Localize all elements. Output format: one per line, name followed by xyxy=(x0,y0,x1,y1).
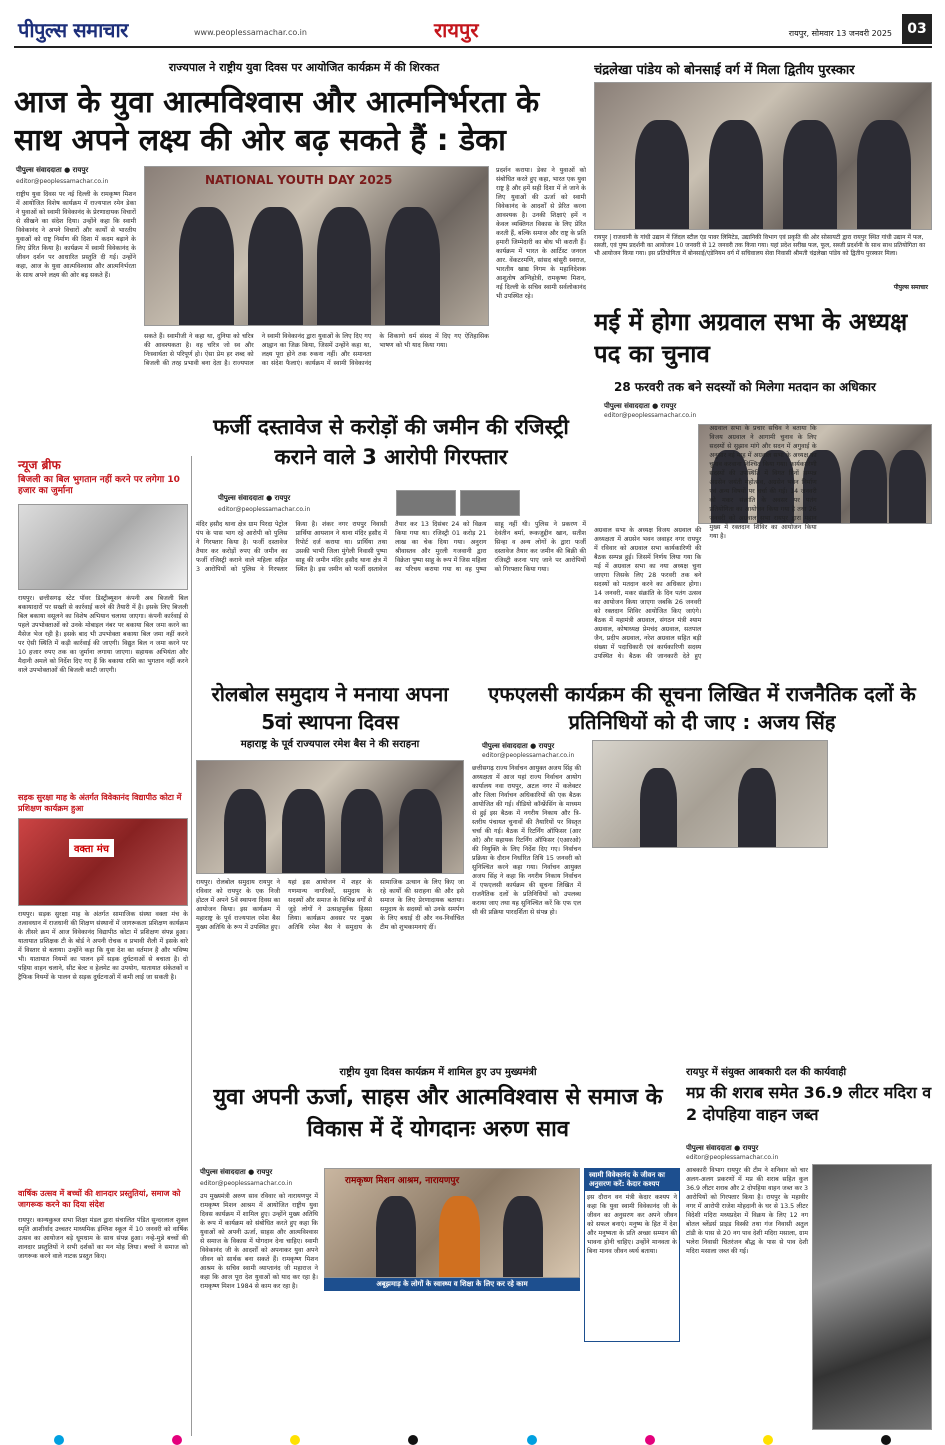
box-headline: स्वामी विवेकानंद के जीवन का अनुसरण करें: केदार कश्यप xyxy=(585,1169,679,1191)
registration-dot xyxy=(408,1435,418,1445)
sidebar-box xyxy=(584,1168,680,1342)
brief-text: रायपुर। कान्यकुब्ज सभा शिक्षा मंडल द्वारा संचालित पंडित सुन्दरलाल शुक्ल स्मृति आशीर्वाद उच्चतर माध्यमिक इंग्लिश स्कूल में 10 जनवरी को वार्षिक उत्सव का आयोजन बड़े धूमधाम के साथ संपन्न हुआ। नन्हे-मुन्ने बच्चों की शानदार प्रस्तुतियों ने सभी दर्शकों का मन मोह लिया। बच्चों ने समाज को जागरूक करने वाले नाटक प्रस्तुत किए। xyxy=(18,1217,188,1260)
story-text: प्रदर्शन कराया। डेका ने युवाओं को संबोधित करते हुए कहा, भारत एक युवा राष्ट्र है और हमें सही दिशा में ले जाने के लिए युवाओं की ऊर्जा को स्वामी विवेकानंद के आदर्शों से प्रेरित करना आवश्यक है। उनकी शिक्षाएं हमें न केवल व्यक्तिगत विकास के लिए प्रेरित करती हैं, बल्कि समाज और राष्ट्र के प्रति हमारी जिम्मेदारी का बोध भी कराती हैं। कार्यक्रम में भारत के आर्टिस्ट जनरल आर. वेंकटरमणि, सांसद बांसुरी स्वराज, भारतीय खाद्य निगम के महानिदेशक आशुतोष अग्निहोत्री, रामकृष्ण मिशन, नई दिल्ली के सचिव स्वामी सर्वलोकानंद भी उपस्थित रहे। xyxy=(496,167,586,300)
registration-dot xyxy=(881,1435,891,1445)
banner-text: वक्ता मंच xyxy=(69,839,114,857)
email: editor@peoplessamachar.co.in xyxy=(16,178,109,185)
story-kicker: राष्ट्रीय युवा दिवस कार्यक्रम में शामिल हुए उप मुख्यमंत्री xyxy=(339,1067,537,1078)
registration-dot xyxy=(172,1435,182,1445)
brief-photo xyxy=(18,818,188,906)
story-subheadline: 28 फरवरी तक बने सदस्यों को मिलेगा मतदान का अधिकार xyxy=(614,380,876,394)
print-color-registration-bar xyxy=(0,1435,945,1445)
accused-photo xyxy=(396,490,456,516)
edition-city: रायपुर xyxy=(434,18,479,42)
story-youth-day-governor xyxy=(14,60,586,450)
story-headline: एफएलसी कार्यक्रम की सूचना लिखित में राजनैतिक दलों के प्रतिनिधियों को दी जाए : अजय सिंह xyxy=(488,682,916,734)
story-arun-sao xyxy=(196,1064,680,1440)
story-fake-registry xyxy=(196,412,586,656)
email: editor@peoplessamachar.co.in xyxy=(604,412,697,419)
story-excise-seizure xyxy=(686,1064,932,1440)
accused-photo xyxy=(460,490,520,516)
page-number: 03 xyxy=(902,14,932,44)
story-headline: फर्जी दस्तावेज से करोड़ों की जमीन की रजिस्ट्री कराने वाले 3 आरोपी गिरफ्तार xyxy=(213,415,569,469)
email: editor@peoplessamachar.co.in xyxy=(686,1154,779,1161)
brief-headline: वार्षिक उत्सव में बच्चों की शानदार प्रस्तुतियां, समाज को जागरूक करने का दिया संदेश xyxy=(18,1189,181,1209)
story-kicker: रायपुर में संयुक्त आबकारी दल की कार्यवाही xyxy=(686,1067,847,1078)
email: editor@peoplessamachar.co.in xyxy=(218,506,311,513)
story-headline: रोलबोल समुदाय ने मनाया अपना 5वां स्थापना दिवस xyxy=(211,682,449,734)
story-text-body: छत्तीसगढ़ राज्य निर्वाचन आयुक्त अजय सिंह की अध्यक्षता में आज यहां राज्य निर्वाचन आयोग कार्यालय नवा रायपुर, अटल नगर में कलेक्टर और जिला निर्वाचन अधिकारियों की एक बैठक आयोजित की गई। वीडियो कॉन्फ्रेंसिंग के माध्यम से हुई इस बैठक में नगरीय निकाय और त्रि-स्तरीय पंचायत चुनावों की तैयारियों पर विस्तृत चर्चा की गई। बैठक में रिटर्निंग ऑफिसर (आर ओ) और सहायक रिटर्निंग ऑफिसर (एआरओ) की नियुक्ति के लिए निर्देश दिए गए। निर्वाचन प्रक्रिया के दौरान निर्धारित तिथि 15 जनवरी को सुनिश्चित करने कहा गया। निर्वाचन आयुक्त अजय सिंह ने कहा कि नगरीय निकाय निर्वाचन में एफएलसी कार्यक्रम की सूचना लिखित में राजनैतिक दलों के प्रतिनिधियों को उपलब्ध कराया जाए तथा यह सुनिश्चित करें कि एफ एल सी की प्रक्रिया पारदर्शिता से संपन्न हो। xyxy=(472,765,581,916)
story-rollball xyxy=(196,680,464,1060)
story-text xyxy=(594,424,932,668)
email: editor@peoplessamachar.co.in xyxy=(482,752,575,759)
byline: पीपुल्स संवाददाता ● रायपुर xyxy=(16,166,89,174)
photo-banner-text: रामकृष्ण मिशन आश्रम, नारायणपुर xyxy=(345,1176,460,1186)
byline: पीपुल्स संवाददाता ● रायपुर xyxy=(604,402,677,410)
story-bonsai-award xyxy=(594,60,932,300)
byline: पीपुल्स संवाददाता ● रायपुर xyxy=(200,1168,273,1176)
photo-caption: अबूझमाड़ के लोगों के स्वास्थ्य व शिक्षा के लिए कर रहे काम xyxy=(324,1278,580,1291)
story-agrawal-sabha xyxy=(594,306,932,676)
news-brief-label: न्यूज ब्रीफ xyxy=(18,458,61,472)
story-text xyxy=(472,764,932,1058)
story-headline: मप्र की शराब समेत 36.9 लीटर मदिरा व 2 दोपहिया वाहन जब्त xyxy=(686,1083,932,1124)
email: editor@peoplessamachar.co.in xyxy=(200,1180,293,1187)
newspaper-logo: पीपुल्स समाचार xyxy=(18,18,128,42)
masthead xyxy=(14,14,932,48)
story-text-body: अग्रवाल सभा के अध्यक्ष विजय अग्रवाल की अध्यक्षता में अग्रसेन भवन जवाहर नगर रायपुर में रविवार को अग्रवाल सभा कार्यकारिणी की बैठक सम्पन्न हुई। जिसमें निर्णय लिया गया कि मई में अग्रवाल सभा का नया अध्यक्ष चुना जाएगा जिसके लिए 28 फरवरी तक बने सदस्यों को मतदान करने का अधिकार होगा। 14 जनवरी, मकर संक्रांति के दिन पतंग उत्सव का आयोजन किया जाएगा जबकि 26 जनवरी को रक्तदान शिविर आयोजित किए जाएंगे। बैठक में महामंत्री अग्रवाल, संगठन मंत्री श्याम अग्रवाल, कोषाध्यक्ष प्रेमचंद अग्रवाल, सतपाल जैन, प्रदीप अग्रवाल, नरेश अग्रवाल सहित बड़ी संख्या में पदाधिकारी एवं कार्यकारिणी सदस्य उपस्थित थे। बैठक की जानकारी देते हुए अग्रवाल सभा के प्रचार सचिव ने बताया कि विजय अग्रवाल ने आगामी चुनाव के लिए सदस्यों से सुझाव मांगे और सदन में अगुवाई के अनुसार नई माह में अग्रवाल सभा के अध्यक्ष का चुनाव करवाना निश्चित किया गया। कार्यकारिणी सदस्यों की उपस्थिति में विगत दिनों सम्पन्न अग्रसेन जयंती महोत्सव, अग्रसेन भवन निर्माण एवं अन्य विषयों पर चर्चा की गई। 14 जनवरी को मकर संक्रांति के अवसर पर पतंग प्रतियोगिता का आयोजन किया गया है तथा 26 जनवरी को अग्रवाल सभा रायपुर द्वारा महान मुख्य में रक्तदान शिविर का आयोजन किया गया है। xyxy=(594,425,817,660)
story-headline: आज के युवा आत्मविश्वास और आत्मनिर्भरता के साथ अपने लक्ष्य की ओर बढ़ सकते हैं : डेका xyxy=(14,85,540,158)
byline: पीपुल्स संवाददाता ● रायपुर xyxy=(482,742,555,750)
story-kicker: राज्यपाल ने राष्ट्रीय युवा दिवस पर आयोजित कार्यक्रम में की शिरकत xyxy=(168,61,440,74)
story-text: सकते हैं। स्वामीजी ने कहा था, दुनिया को चरित्र की आवश्यकता है। वह चरित्र जो स्व और निःस्वार्थता से परिपूर्ण हो। ऐसा प्रेम हर शब्द को बिजली की तरह प्रभावी बना देता है। राज्यपाल ने स्वामी विवेकानंद द्वारा युवाओं के लिए दिए गए आह्वान का जिक्र किया, जिसमें उन्होंने कहा था, लक्ष्य पूरा होने तक रुकना नहीं। और समानता का संदेश फैलाएं। कार्यक्रम में स्वामी विवेकानंद के शिकागो धर्म संसद में दिए गए ऐतिहासिक भाषण को भी याद किया गया। xyxy=(144,333,489,367)
story-flc-election xyxy=(472,680,932,1060)
event-photo xyxy=(324,1168,580,1278)
brief-headline: बिजली का बिल भुगतान नहीं करने पर लगेगा 10 हजार का जुर्माना xyxy=(18,475,180,496)
photo-banner-text: NATIONAL YOUTH DAY 2025 xyxy=(205,173,393,187)
brief-photo xyxy=(18,504,188,590)
event-photo xyxy=(196,760,464,874)
story-headline: चंद्रलेखा पांडेय को बोनसाई वर्ग में मिला द्वितीय पुरस्कार xyxy=(594,63,855,78)
byline: पीपुल्स संवाददाता ● रायपुर xyxy=(218,494,291,502)
story-text: आबकारी विभाग रायपुर की टीम ने शनिवार को चार अलग-अलग प्रकरणों में मप्र की शराब सहित कुल 36.9 लीटर शराब और 2 दोपहिया वाहन जब्त कर 3 आरोपियों को गिरफ्तार किया है। रायपुर के महावीर नगर में आरोपी राजेश मोहदानी के घर से 13.5 लीटर विदेशी मदिरा मध्यप्रदेश में विक्रय के लिए 12 नग बोतल ब्लेंडर्स प्राइड विस्की तथा गंज निवासी अतुल टांडी के पास से 20 नग पाव देशी मदिरा मसाला, ग्राम भलेरा निवासी चितरंजन बौद्ध के पास से पाव देशी मदिरा मसाला जब्त की गई। xyxy=(686,1167,808,1255)
brief-headline: सड़क सुरक्षा माह के अंतर्गत विवेकानंद विद्यापीठ कोटा में प्रशिक्षण कार्यक्रम हुआ xyxy=(18,793,182,813)
story-text: राष्ट्रीय युवा दिवस पर नई दिल्ली के रामकृष्ण मिशन में आयोजित विशेष कार्यक्रम में राज्यपाल रमेन डेका ने युवाओं को स्वामी विवेकानंद के प्रेरणादायक विचारों से सीखने का संदेश दिया। उन्होंने कहा कि स्वामी विवेकानंद ने अपने विचारों और कार्यों से भारतीय युवाओं को राष्ट्र निर्माण की दिशा में कदम बढ़ाने के लिए प्रेरित किया है। कार्यक्रम में स्वामी विवेकानंद के जीवन दर्शन पर आधारित प्रस्तुति दी गई। उन्होंने कहा, आज के युवा आत्मविश्वास और आत्मनिर्भरता के साथ अपने लक्ष्य की ओर बढ़ सकते हैं। xyxy=(16,191,136,279)
story-text: उप मुख्यमंत्री अरुण साव रविवार को नारायणपुर में रामकृष्ण मिशन आश्रम में आयोजित राष्ट्रीय युवा दिवस कार्यक्रम में शामिल हुए। उन्होंने मुख्य अतिथि के रूप में कार्यक्रम को संबोधित करते हुए कहा कि युवाओं को अपनी ऊर्जा, साहस और आत्मविश्वास से समाज के विकास में योगदान देना चाहिए। स्वामी विवेकानंद जी के आदर्शों को अपनाकर युवा अपने जीवन को सार्थक बना सकते हैं। रामकृष्ण मिशन आश्रम के सचिव स्वामी व्याप्तानंद जी महाराज ने कहा कि आज पूरा देश युवाओं को याद कर रहा है। रामकृष्ण मिशन 1984 से काम कर रहा है। xyxy=(200,1193,318,1290)
story-text: मंदिर हसौद थाना क्षेत्र ग्राम पिरदा पेट्रोल पंप के पास भाग रहे आरोपी को पुलिस ने गिरफ्तार किया है। फर्जी दस्तावेज तैयार कर करोड़ों रुपए की जमीन का फर्जी रजिस्ट्री कराने वाले महिला सहित 3 आरोपियों को पुलिस ने गिरफ्तार किया है। शंकर नगर रायपुर निवासी प्रार्थिया आयशान ने थाना मंदिर हसौद में रिपोर्ट दर्ज कराया था। प्रार्थिया तथा उसकी भाभी जिला मुंगेली निवासी पुष्पा साहू की जमीन मंदिर हसौद थाना क्षेत्र में स्थित है। इस जमीन को फर्जी दस्तावेज तैयार कर 13 दिसंबर 24 को विक्रय किया गया था। रजिस्ट्री 01 करोड़ 21 लाख का चेक दिया गया। अनुराग श्रीवास्तव और मुरली गजवानी द्वारा विक्रेता पुष्पा साहू के रूप में जिस महिला का परिचय कराया गया था वह पुष्पा साहू नहीं थी। पुलिस ने प्रकरण में देवंतीन बर्मा, रूकजुद्दीन खान, सतीश सिन्हा व अन्य लोगों के द्वारा फर्जी दस्तावेज तैयार कर जमीन की बिक्री की रजिस्ट्री करना पाए जाने पर आरोपियों को गिरफ्तार किया गया। xyxy=(196,521,586,573)
seizure-photo xyxy=(812,1164,932,1430)
story-headline: युवा अपनी ऊर्जा, साहस और आत्मविश्वास से समाज के विकास में दें योगदानः अरुण साव xyxy=(213,1085,663,1142)
registration-dot xyxy=(290,1435,300,1445)
edition-date: रायपुर, सोमवार 13 जनवरी 2025 xyxy=(788,29,892,38)
photo-credit: पीपुल्स समाचार xyxy=(893,284,928,291)
registration-dot xyxy=(763,1435,773,1445)
box-text: इस दौरान वन मंत्री केदार कश्यप ने कहा कि युवा स्वामी विवेकानंद जी के जीवन का अनुसरण कर अपने जीवन को सफल बनाएं। मनुष्य के हित में देश और मनुष्यता के प्रति अच्छा सम्मान की भावना होनी चाहिए। उन्होंने मानवता के बिना मानव जीवन व्यर्थ बताया। xyxy=(587,1194,677,1255)
story-headline: मई में होगा अग्रवाल सभा के अध्यक्ष पद का चुनाव xyxy=(594,308,908,368)
award-photo xyxy=(594,82,932,230)
byline: पीपुल्स संवाददाता ● रायपुर xyxy=(686,1144,759,1152)
story-text: रायपुर। रोलबोल समुदाय रायपुर ने रविवार को रायपुर के एक निजी होटल में अपने 5वें स्थापना दिवस का आयोजन किया। इस कार्यक्रम में महाराष्ट्र के पूर्व राज्यपाल रमेश बैस मुख्य अतिथि के रूप में उपस्थित हुए। यहां इस आयोजन में शहर के गणमान्य नागरिकों, समुदाय के सदस्यों और समाज के विभिन्न वर्गों से जुड़े लोगों ने उत्साहपूर्वक हिस्सा लिया। कार्यक्रम अवसर पर मुख्य अतिथि रमेश बैस ने समुदाय के सामाजिक उत्थान के लिए किए जा रहे कार्यों की सराहना की और इसे समाज के लिए प्रेरणादायक बताया। समुदाय के सदस्यों को उनके समर्पण के लिए बधाई दी और नव-निर्वाचित टीम को शुभकामनाएं दीं। xyxy=(196,879,464,931)
photo-caption: रायपुर | राजधानी के गांधी उद्यान में जिंदल स्टील एंड पावर लिमिटेड, उद्यानिकी विभाग एवं प्रकृति की ओर सोसायटी द्वारा रायपुर स्थित गांधी उद्यान में फल, सब्जी, एवं पुष्प प्रदर्शनी का आयोजन 10 जनवरी से 12 जनवरी तक किया गया। यहां प्रदेश सरीख फल, फूल, सब्जी प्रदर्शनी के साथ साथ प्रतियोगिता का भी आयोजन किया गया। इस प्रतियोगिता में बोनसाई/एडेनियम वर्ग में सचिवालय सेवा निवासी श्रीमती चंद्रलेखा पांडेय को द्वितीय पुरस्कार मिला। xyxy=(594,234,926,257)
registration-dot xyxy=(527,1435,537,1445)
website-url[interactable]: www.peoplessamachar.co.in xyxy=(194,28,307,37)
event-photo xyxy=(144,166,489,326)
news-brief-column xyxy=(14,456,192,1436)
registration-dot xyxy=(54,1435,64,1445)
registration-dot xyxy=(645,1435,655,1445)
brief-text: रायपुर। छत्तीसगढ़ स्टेट पॉवर डिस्ट्रीब्यूशन कंपनी अब बिजली बिल बकायादारों पर सख्ती से कार्रवाई करने की तैयारी में है। इसके लिए बिजली बिल बकाया वसूलने का विशेष अभियान चलाया जाएगा। कंपनी कार्रवाई से पहले उपभोक्ताओं को उनके मोबाइल नंबर पर बकाया बिल जमा करने का मैसेज भेज रही है। इसके बाद भी उपभोक्ता बकाया बिल जमा नहीं करने पर ऐसी स्थिति में कड़ी कार्रवाई की जाएगी। विद्युत बिल न जमा करने पर 10 हजार रुपए तक का जुर्माना लगाया जाएगा। सहायक अभियंता और मैदानी अमले को निर्देश दिए गए हैं कि बकाया राशि का भुगतान नहीं करने वाले उपभोक्ताओं की बिजली काटी जाएगी। xyxy=(18,595,188,674)
brief-text: रायपुर। सड़क सुरक्षा माह के अंतर्गत सामाजिक संस्था वक्ता मंच के तत्वावधान में राजधानी की शिक्षण संस्थानों में जागरूकता प्रशिक्षण कार्यक्रम के तीसरे क्रम में आज विवेकानंद विद्यापीठ कोटा में प्रशिक्षण संपन्न हुआ। यातायात प्रशिक्षक टी के बोर्ड ने अपनी रोचक व प्रभावी शैली में इसके बारे में विस्तार से बताया। उन्होंने कहा कि युवा देश का वर्तमान है और भविष्य भी। यातायात नियमों का पालन हमें सड़क दुर्घटनाओं से बचाता है। दो पहिया वाहन चलाने, सीट बेल्ट व हेलमेट का उपयोग, यातायात संकेतकों व ट्रैफिक नियमों के पालन से सड़क दुर्घटनाओं में कमी लाई जा सकती है। xyxy=(18,911,188,981)
story-subheadline: महाराष्ट्र के पूर्व राज्यपाल रमेश बैस ने की सराहना xyxy=(240,739,420,750)
